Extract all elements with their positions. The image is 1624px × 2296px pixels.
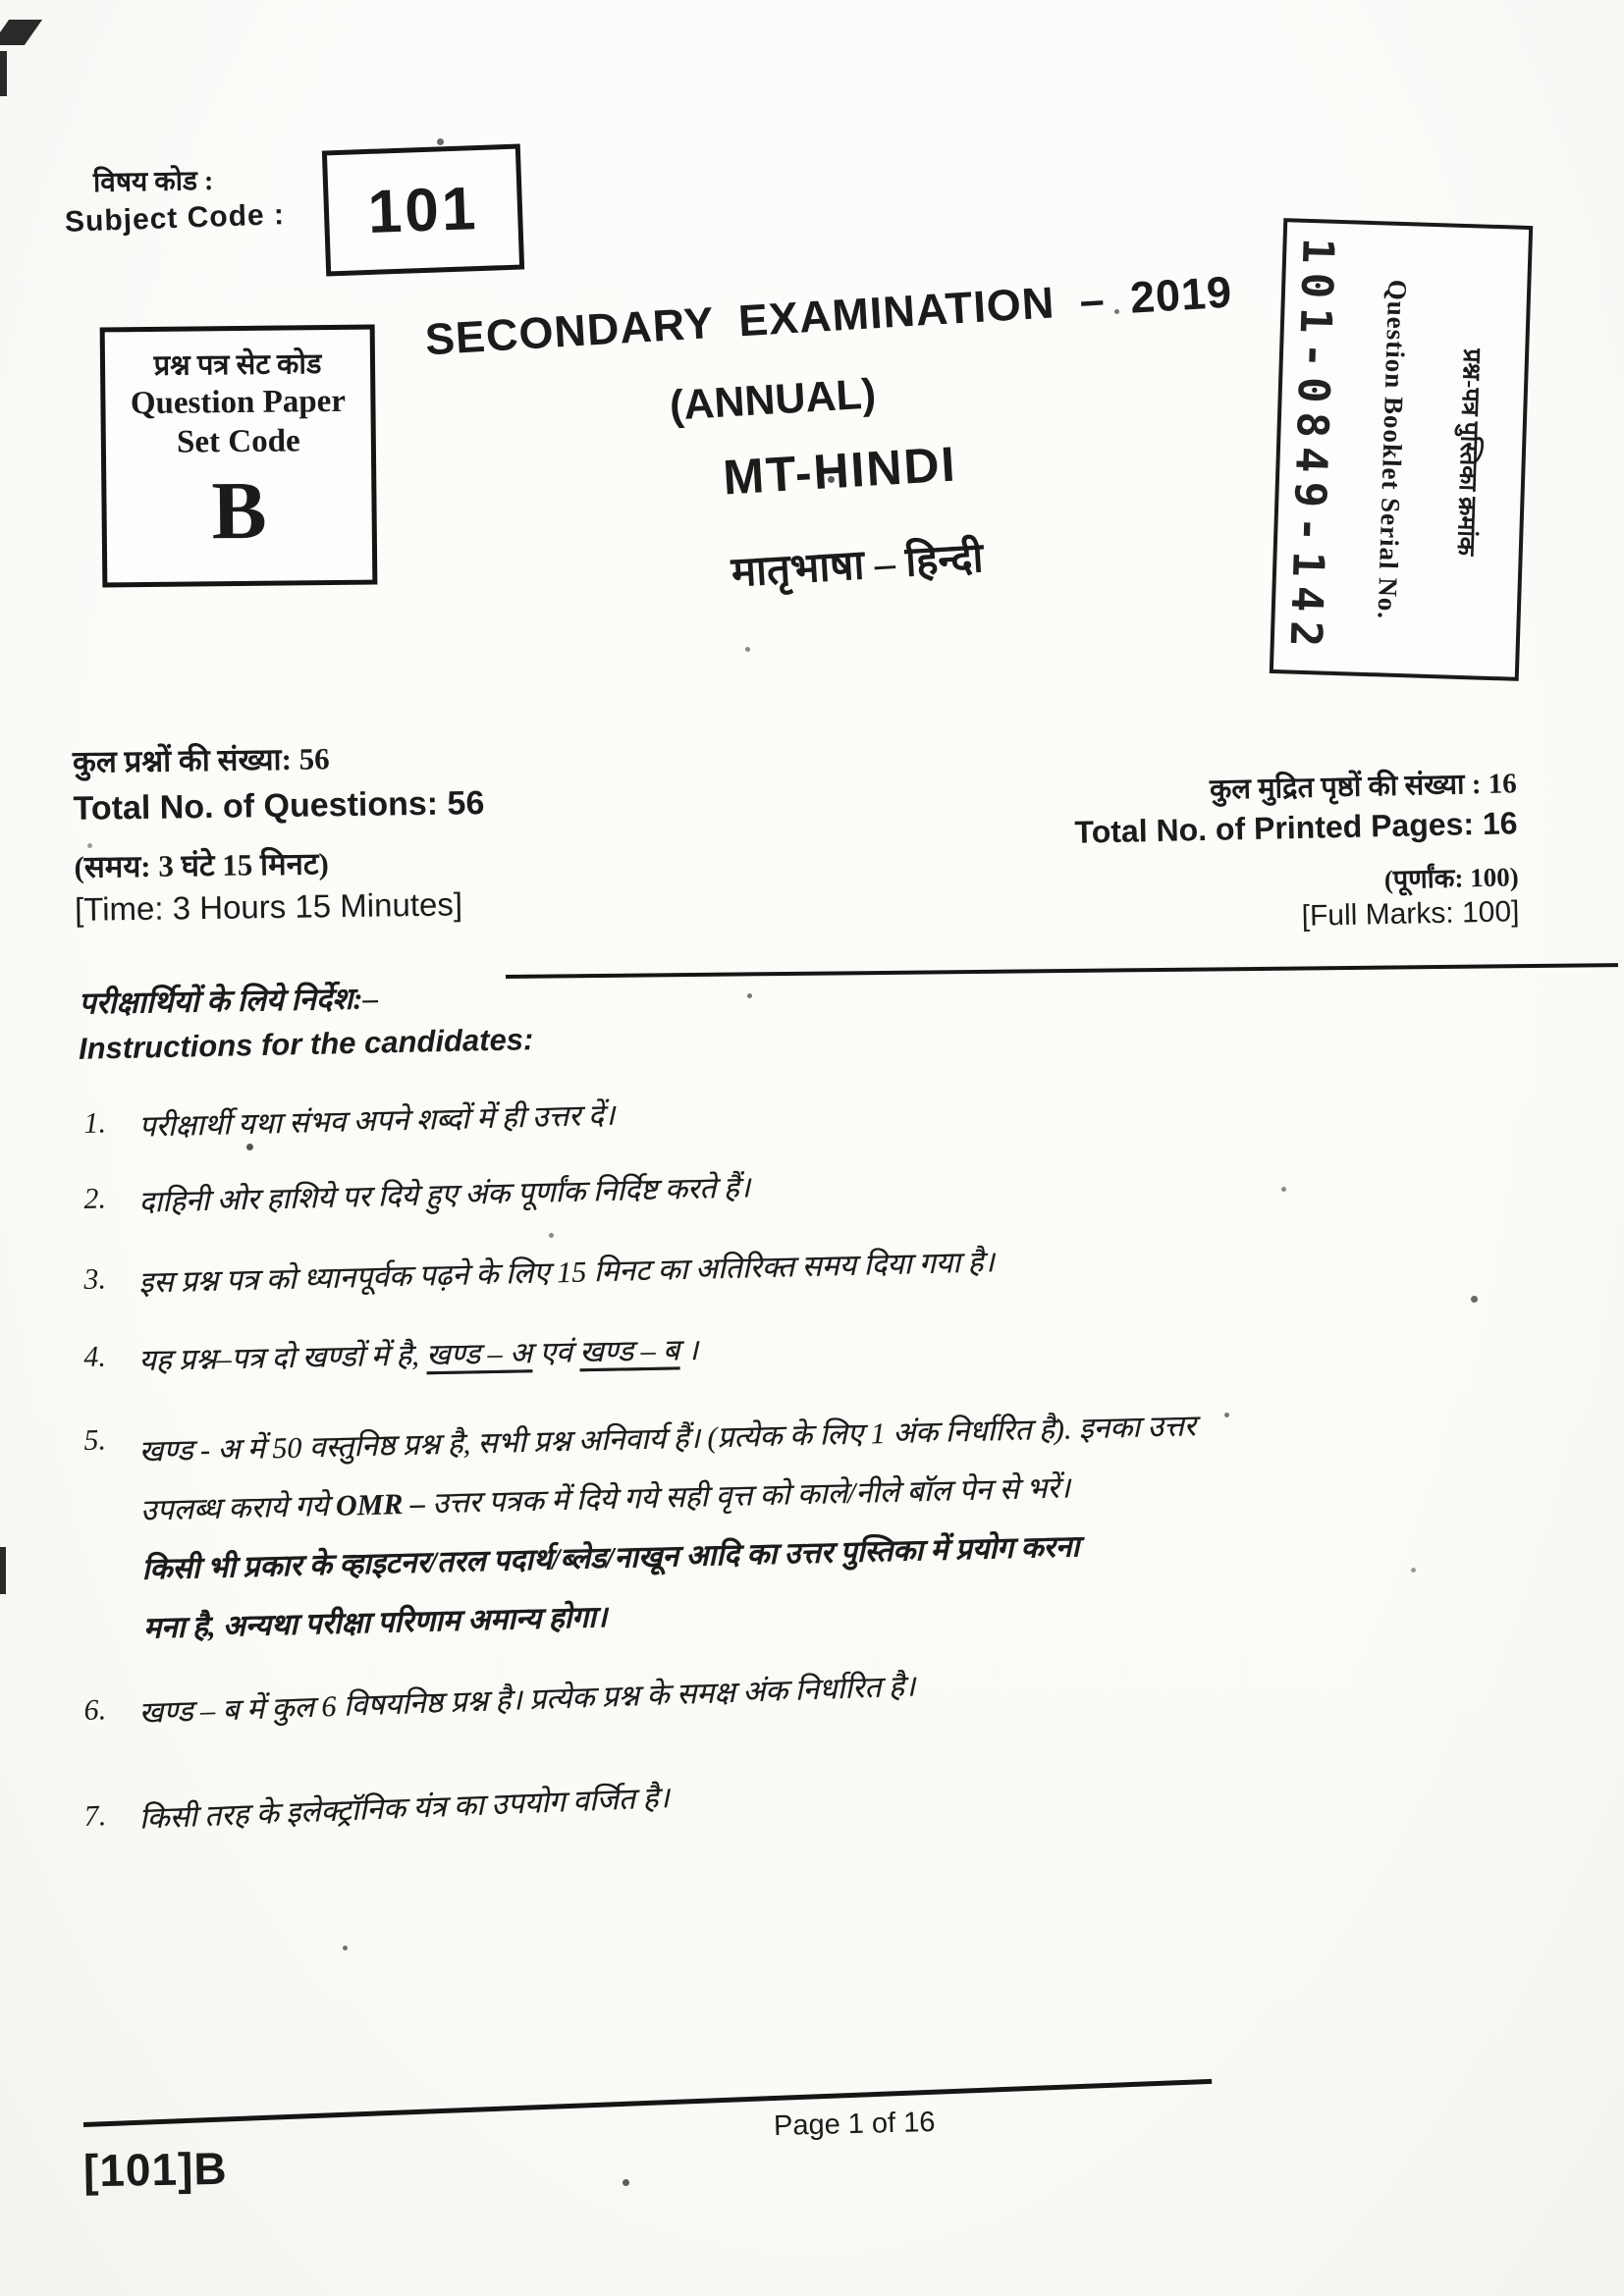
instruction-item	[83, 1739, 1597, 1843]
instruction-item	[83, 1146, 1597, 1226]
instruction-item	[83, 1387, 1600, 1660]
header-divider-line	[506, 963, 1618, 979]
instruction-item	[83, 1226, 1597, 1307]
set-code-label-english-line2: Set Code	[176, 423, 300, 460]
total-questions-english: Total No. of Questions: 56	[73, 784, 485, 828]
instruction-number: 1.	[83, 1106, 107, 1140]
exam-title-annual: (ANNUAL)	[668, 370, 878, 430]
total-questions-hindi: कुल प्रश्नों की संख्या: 56	[72, 741, 330, 779]
instructions-heading-english: Instructions for the candidates:	[78, 1022, 534, 1066]
booklet-serial-label-english: Question Booklet Serial No.	[1372, 279, 1413, 620]
totals-right-block	[1073, 763, 1519, 937]
instruction-text: खण्ड - अ में 50 वस्तुनिष्ठ प्रश्न है, सभी प्रश्न अनिवार्य हैं। (प्रत्येक के लिए 1 अंक निर्धारित है). इनका उत्तर उपलब्ध कराये गये OMR – उत्तर पत्रक में दिये गये सही वृत्त को काले/नीले बॉल पेन से भरें। किसी भी प्रकार के व्हाइटनर/तरल पदार्थ/ब्लेड/नाखून आदि का उत्तर पुस्तिका में प्रयोग करना मना है, अन्यथा परीक्षा परिणाम अमान्य होगा।	[138, 1410, 1197, 1645]
booklet-serial-box	[1270, 218, 1533, 681]
booklet-serial-label-hindi: प्रश्न-पत्र पुस्तिका क्रमांक	[1451, 347, 1486, 556]
booklet-serial-number: 101-0849-142	[1279, 237, 1343, 657]
subject-code-value: 101	[366, 174, 480, 246]
instruction-number: 4.	[83, 1340, 107, 1373]
set-code-label-hindi: प्रश्न पत्र सेट कोड	[153, 348, 322, 382]
instruction-text: परीक्षार्थी यथा संभव अपने शब्दों में ही उत्तर दें।	[138, 1098, 616, 1144]
scan-specks	[0, 0, 3, 3]
instruction-number: 5.	[83, 1423, 107, 1457]
set-code-value: B	[211, 464, 268, 558]
instruction-text: खण्ड – ब में कुल 6 विषयनिष्ठ प्रश्न है। प्रत्येक प्रश्न के समक्ष अंक निर्धारित है।	[138, 1670, 916, 1731]
subject-code-label-hindi: विषय कोड :	[92, 165, 214, 199]
scan-edge-artifact	[0, 1547, 6, 1594]
instruction-number: 7.	[83, 1799, 107, 1833]
footer-page-number: Page 1 of 16	[773, 2106, 936, 2143]
exam-subject-english: MT-HINDI	[721, 436, 958, 506]
scan-edge-artifact	[0, 20, 42, 45]
instructions-heading-hindi: परीक्षार्थियों के लिये निर्देश:–	[78, 981, 379, 1021]
instructions-list	[83, 1098, 1596, 1843]
full-marks-english: [Full Marks: 100]	[1301, 895, 1520, 933]
scan-edge-artifact	[0, 51, 7, 96]
total-pages-hindi: कुल मुद्रित पृष्ठों की संख्या : 16	[1209, 768, 1517, 806]
exam-title: SECONDARY EXAMINATION – 2019	[423, 266, 1234, 365]
instruction-item	[83, 1070, 1597, 1150]
footer-paper-code: [101]B	[82, 2142, 229, 2197]
time-english: [Time: 3 Hours 15 Minutes]	[74, 885, 463, 928]
question-paper-set-code-box	[100, 325, 378, 588]
instruction-number: 2.	[83, 1182, 107, 1215]
full-marks-hindi: (पूर्णांक: 100)	[1383, 862, 1519, 895]
instruction-text: यह प्रश्न–पत्र दो खण्डों में है, खण्ड – अ एवं खण्ड – ब ।	[138, 1333, 699, 1377]
subject-code-box	[322, 144, 524, 277]
total-pages-english: Total No. of Printed Pages: 16	[1074, 805, 1518, 850]
time-hindi: (समय: 3 घंटे 15 मिनट)	[74, 846, 329, 884]
title-block	[413, 266, 1260, 617]
subject-code-label-english: Subject Code :	[64, 198, 286, 239]
instruction-text: इस प्रश्न पत्र को ध्यानपूर्वक पढ़ने के लिए 15 मिनट का अतिरिक्त समय दिया गया है।	[138, 1246, 996, 1300]
exam-subject-hindi: मातृभाषा – हिन्दी	[730, 536, 985, 597]
footer-divider-line	[83, 2079, 1212, 2127]
instruction-text: किसी तरह के इलेक्ट्रॉनिक यंत्र का उपयोग वर्जित है।	[138, 1782, 671, 1836]
instruction-item	[83, 1311, 1597, 1384]
totals-left-block	[73, 735, 486, 929]
instruction-item	[83, 1641, 1597, 1737]
instruction-number: 6.	[83, 1693, 107, 1727]
instruction-number: 3.	[83, 1262, 107, 1296]
instruction-text: दाहिनी ओर हाशिये पर दिये हुए अंक पूर्णांक निर्दिष्ट करते हैं।	[138, 1171, 751, 1219]
set-code-label-english-line1: Question Paper	[130, 383, 347, 422]
